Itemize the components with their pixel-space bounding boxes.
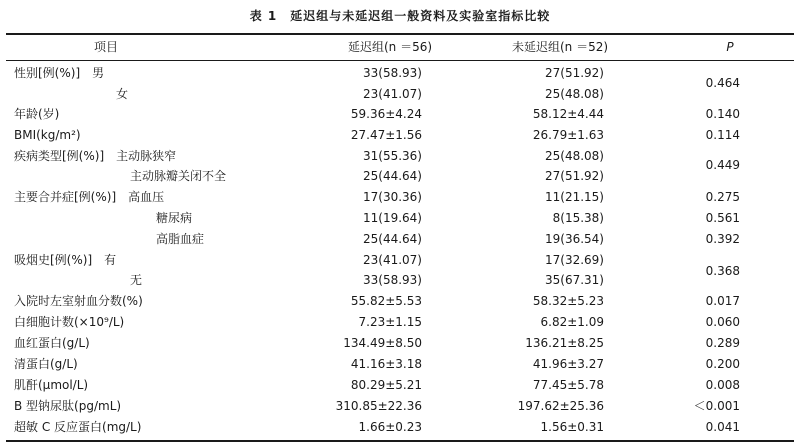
row-label: 性别[例(%)] 男 [14,66,105,80]
non-delayed-value: 58.32±5.23 [532,294,604,308]
delayed-value: 25(44.64) [363,169,422,183]
header-delayed-group: 延迟组(n ＝56) [347,40,433,54]
delayed-value: 55.82±5.53 [350,294,422,308]
delayed-value: 33(58.93) [363,66,422,80]
non-delayed-value: 41.96±3.27 [532,357,604,371]
delayed-value: 59.36±4.24 [350,107,422,121]
non-delayed-value: 136.21±8.25 [525,336,604,350]
delayed-value: 80.29±5.21 [350,378,422,392]
row-label: 年龄(岁) [14,107,60,121]
p-value: 0.017 [705,294,740,308]
non-delayed-value: 6.82±1.09 [540,315,604,329]
delayed-value: 7.23±1.15 [358,315,422,329]
delayed-value: 33(58.93) [363,273,422,287]
p-value: 0.392 [705,232,740,246]
non-delayed-value: 19(36.54) [545,232,604,246]
header-item: 项目 [93,40,118,54]
row-label: 血红蛋白(g/L) [14,336,90,350]
p-value-sex: 0.464 [705,76,740,90]
row-label: 疾病类型[例(%)] 主动脉狭窄 [14,149,177,163]
table-bottom-rule [6,440,794,442]
p-value-disease: 0.449 [705,158,740,172]
row-label: 肌酐(μmol/L) [14,378,89,392]
delayed-value: 25(44.64) [363,232,422,246]
header-rule [6,60,794,61]
p-value: 0.060 [705,315,740,329]
p-value: 0.275 [705,190,740,204]
row-label: 高脂血症 [156,232,205,246]
p-value: 0.008 [705,378,740,392]
row-label: 女 [116,87,129,101]
header-non-delayed-group: 未延迟组(n ＝52) [511,40,609,54]
p-value-smoking: 0.368 [705,264,740,278]
table-top-rule [6,33,794,35]
delayed-value: 27.47±1.56 [350,128,422,142]
non-delayed-value: 1.56±0.31 [540,420,604,434]
non-delayed-value: 27(51.92) [545,169,604,183]
p-value: 0.289 [705,336,740,350]
delayed-value: 134.49±8.50 [343,336,422,350]
row-label: 吸烟史[例(%)] 有 [14,253,117,267]
p-value: 0.561 [705,211,740,225]
row-label: BMI(kg/m²) [14,128,81,142]
row-label: 白细胞计数(×10⁹/L) [14,315,125,329]
row-label: 糖尿病 [156,211,193,225]
non-delayed-value: 27(51.92) [545,66,604,80]
non-delayed-value: 77.45±5.78 [532,378,604,392]
non-delayed-value: 26.79±1.63 [532,128,604,142]
non-delayed-value: 8(15.38) [552,211,604,225]
non-delayed-value: 25(48.08) [545,87,604,101]
row-label: B 型钠尿肽(pg/mL) [14,399,122,413]
non-delayed-value: 197.62±25.36 [517,399,604,413]
delayed-value: 1.66±0.23 [358,420,422,434]
p-value: ＜0.001 [693,399,740,413]
non-delayed-value: 17(32.69) [545,253,604,267]
non-delayed-value: 25(48.08) [545,149,604,163]
row-label: 主动脉瓣关闭不全 [130,169,227,183]
p-value: 0.041 [705,420,740,434]
p-value: 0.114 [705,128,740,142]
header-p-value: P [726,40,734,54]
row-label: 超敏 C 反应蛋白(mg/L) [14,420,142,434]
p-value: 0.140 [705,107,740,121]
delayed-value: 23(41.07) [363,87,422,101]
non-delayed-value: 58.12±4.44 [532,107,604,121]
p-value: 0.200 [705,357,740,371]
table-title: 表 1 延迟组与未延迟组一般资料及实验室指标比较 [249,9,551,23]
row-label: 无 [130,273,143,287]
row-label: 主要合并症[例(%)] 高血压 [14,190,165,204]
delayed-value: 11(19.64) [363,211,422,225]
delayed-value: 23(41.07) [363,253,422,267]
row-label: 清蛋白(g/L) [14,357,78,371]
row-label: 入院时左室射血分数(%) [14,294,143,308]
non-delayed-value: 35(67.31) [545,273,604,287]
delayed-value: 41.16±3.18 [350,357,422,371]
delayed-value: 310.85±22.36 [335,399,422,413]
delayed-value: 31(55.36) [363,149,422,163]
delayed-value: 17(30.36) [363,190,422,204]
non-delayed-value: 11(21.15) [545,190,604,204]
